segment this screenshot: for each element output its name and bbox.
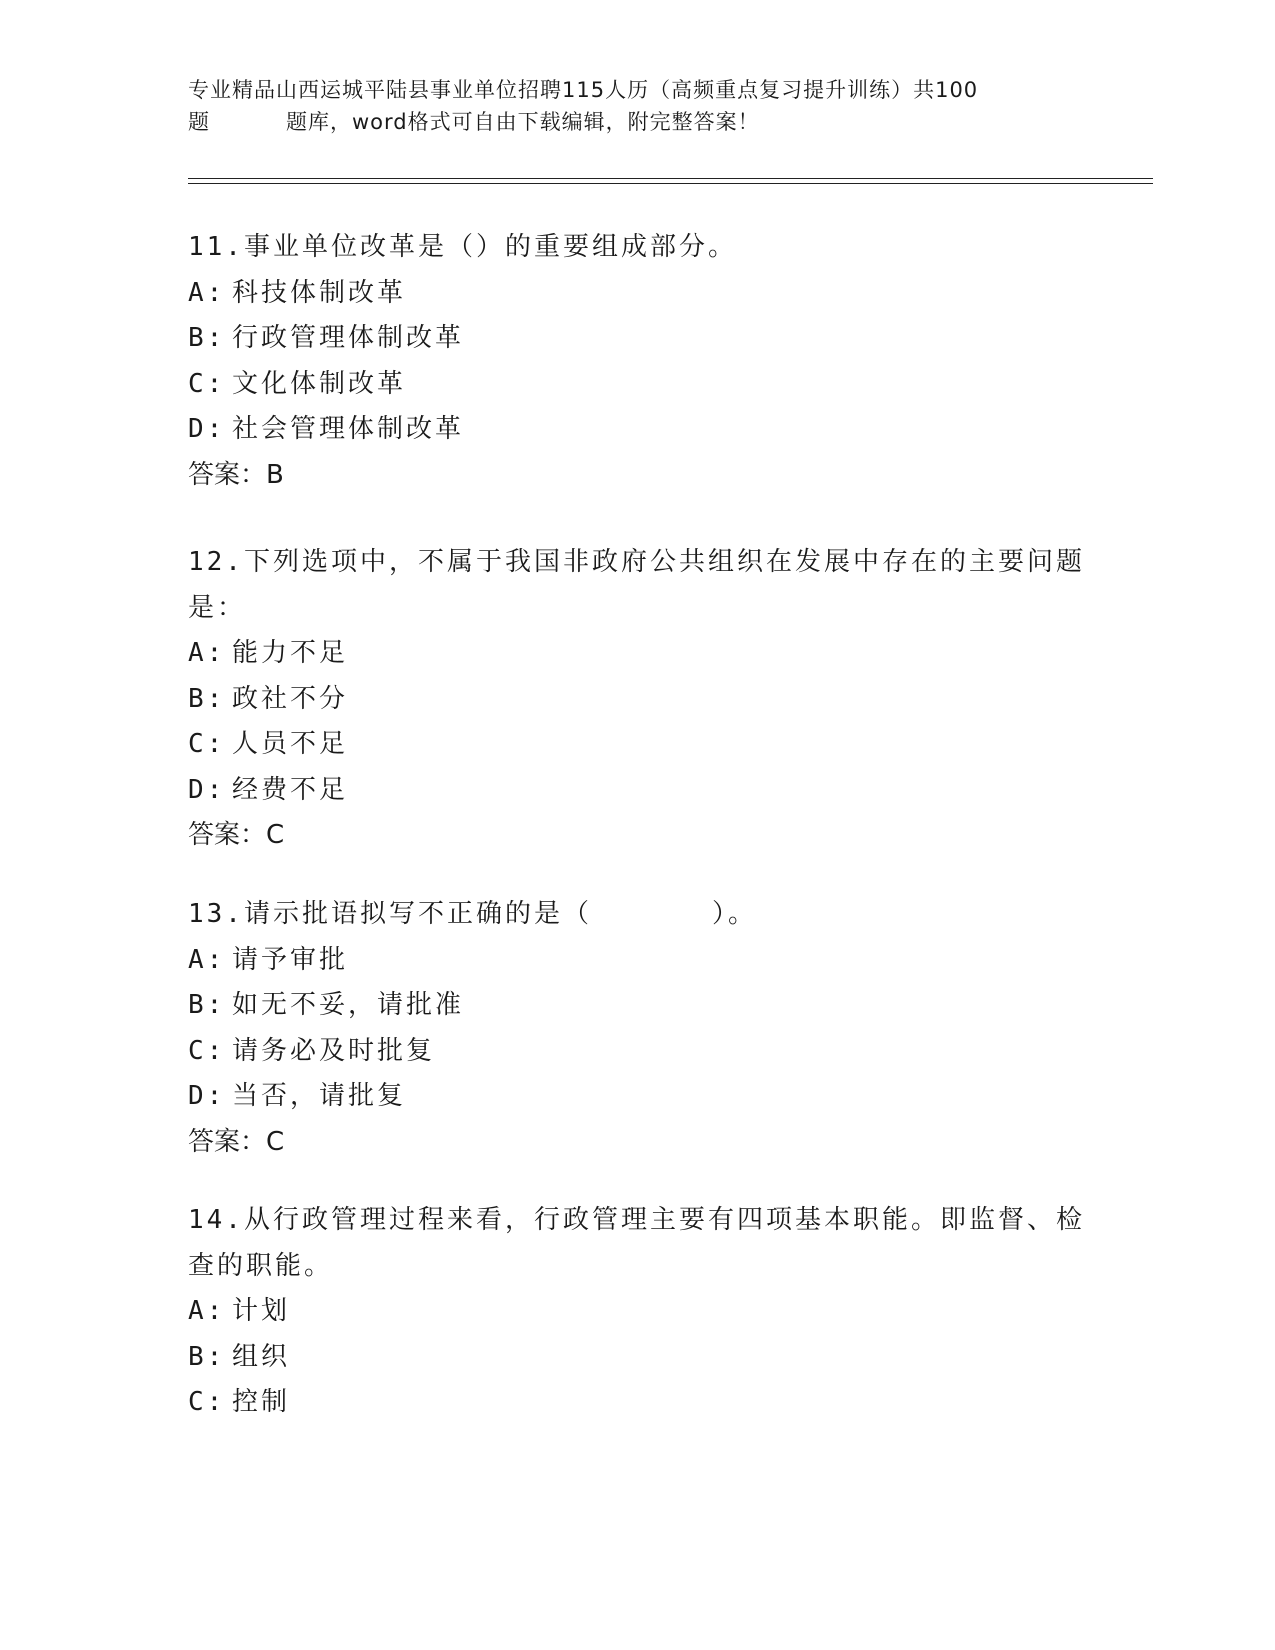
header-divider-bottom	[188, 183, 1153, 184]
option-text: 文化体制改革	[232, 368, 407, 399]
option-letter: A:	[188, 277, 226, 308]
option-letter: C:	[188, 729, 226, 759]
option-letter: B:	[188, 1341, 226, 1372]
question-12	[188, 540, 1088, 859]
option-text: 行政管理体制改革	[232, 323, 465, 353]
option-d	[188, 768, 1088, 814]
question-stem-end: ）。	[711, 899, 757, 929]
option-c	[188, 362, 1088, 408]
option-letter: D:	[188, 1081, 226, 1111]
option-b	[188, 1335, 1088, 1381]
option-b	[188, 677, 1088, 723]
question-stem: 14.从行政管理过程来看，行政管理主要有四项基本职能。即监督、检	[188, 1205, 1085, 1235]
option-text: 计划	[232, 1296, 291, 1326]
option-text: 经费不足	[232, 774, 349, 805]
option-text: 请务必及时批复	[232, 1035, 436, 1066]
option-letter: C:	[188, 368, 226, 399]
option-letter: A:	[188, 1296, 226, 1326]
question-stem: 11.事业单位改革是（）的重要组成部分。	[188, 232, 737, 262]
option-a	[188, 631, 1088, 677]
option-text: 科技体制改革	[232, 277, 407, 308]
option-text: 能力不足	[232, 638, 349, 668]
option-letter: D:	[188, 414, 226, 444]
option-letter: D:	[188, 774, 226, 805]
option-d	[188, 1074, 1088, 1120]
option-a	[188, 938, 1088, 984]
option-letter: B:	[188, 990, 226, 1020]
option-c	[188, 1380, 1088, 1426]
option-text: 政社不分	[232, 683, 349, 714]
option-a	[188, 1289, 1088, 1335]
option-text: 社会管理体制改革	[232, 414, 465, 444]
question-stem-continued: 查的职能。	[188, 1250, 334, 1281]
header-divider-top	[188, 178, 1153, 179]
option-text: 请予审批	[232, 944, 349, 975]
question-stem-continued: 是：	[188, 592, 247, 623]
question-14	[188, 1198, 1088, 1426]
answer-line: 答案：C	[188, 820, 285, 850]
option-letter: C:	[188, 1387, 226, 1417]
option-d	[188, 407, 1088, 453]
option-c	[188, 1029, 1088, 1075]
option-b	[188, 316, 1088, 362]
question-11	[188, 225, 1088, 498]
option-text: 控制	[232, 1387, 291, 1417]
option-text: 如无不妥，请批准	[232, 990, 465, 1020]
header-title-rest: 题库，word格式可自由下载编辑，附完整答案！	[286, 110, 760, 134]
option-b	[188, 983, 1088, 1029]
question-stem	[188, 892, 1088, 938]
option-letter: A:	[188, 944, 226, 975]
option-letter: C:	[188, 1035, 226, 1066]
header-title-word: 题	[188, 110, 210, 134]
option-a	[188, 271, 1088, 317]
document-header	[188, 74, 1088, 138]
option-c	[188, 722, 1088, 768]
option-letter: A:	[188, 638, 226, 668]
option-letter: B:	[188, 323, 226, 353]
header-title-line2	[188, 106, 1088, 138]
question-13	[188, 892, 1088, 1165]
answer-line: 答案：B	[188, 459, 284, 490]
option-text: 当否，请批复	[232, 1081, 407, 1111]
option-text: 组织	[232, 1341, 291, 1372]
option-letter: B:	[188, 683, 226, 714]
question-stem: 12.下列选项中，不属于我国非政府公共组织在发展中存在的主要问题	[188, 547, 1085, 577]
header-title-line1: 专业精品山西运城平陆县事业单位招聘115人历（高频重点复习提升训练）共100	[188, 78, 979, 102]
answer-line: 答案：C	[188, 1126, 285, 1157]
option-text: 人员不足	[232, 729, 349, 759]
question-stem-start: 13.请示批语拟写不正确的是（	[188, 899, 592, 929]
